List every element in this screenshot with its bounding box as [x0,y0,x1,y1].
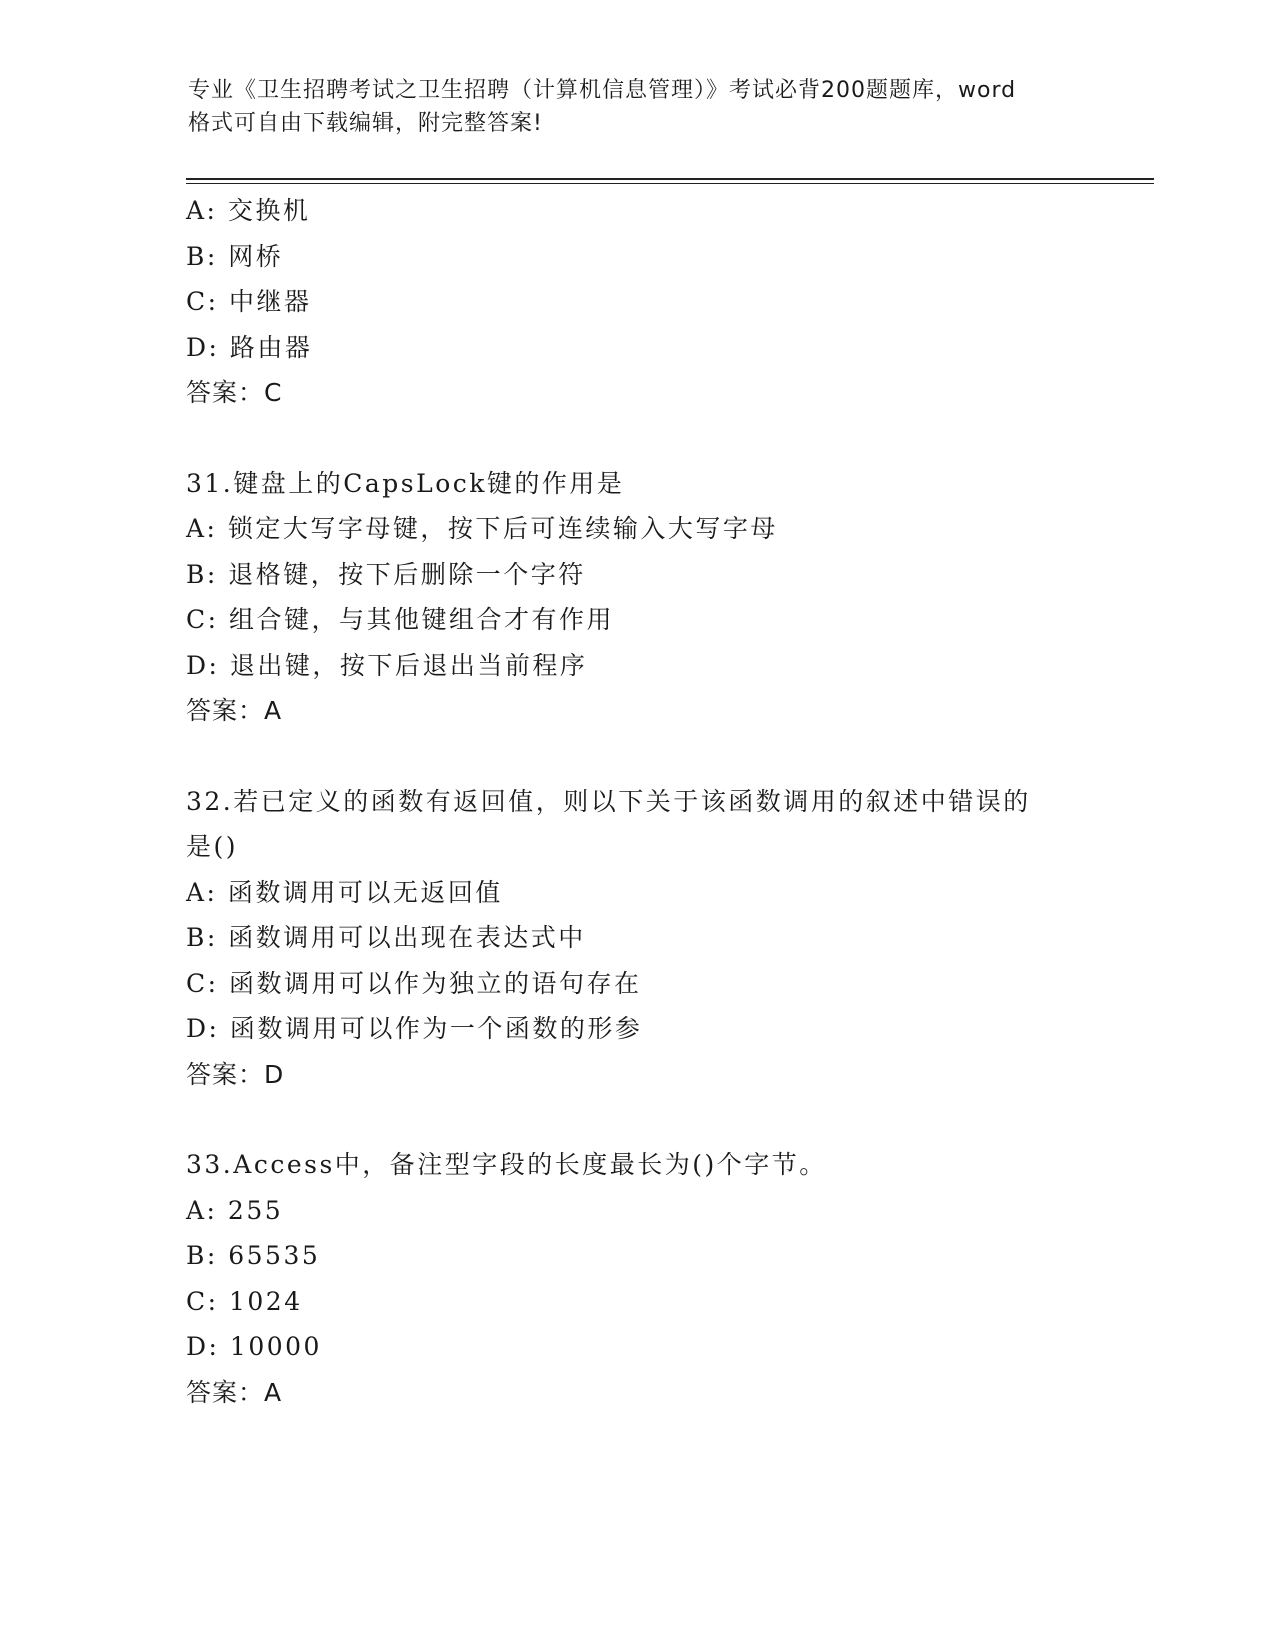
header-line-2: 格式可自由下载编辑，附完整答案! [188,111,543,136]
answer-line: 答案：D [186,1059,285,1089]
question-text-line-1: 32.若已定义的函数有返回值，则以下关于该函数调用的叙述中错误的 [186,786,1031,816]
option-b: B: 网桥 [186,241,284,271]
question-block-30 [186,188,1146,416]
option-c: C: 组合键，与其他键组合才有作用 [186,605,614,634]
option-d: D: 10000 [186,1332,322,1361]
question-text-line-2: 是() [186,832,239,861]
header-line-1: 专业《卫生招聘考试之卫生招聘（计算机信息管理）》考试必背200题题库，word [188,78,1017,103]
option-c: C: 中继器 [186,287,312,316]
option-a: A: 交换机 [186,196,311,225]
question-text: 33.Access中，备注型字段的长度最长为()个字节。 [186,1150,827,1179]
option-b: B: 65535 [186,1241,321,1270]
option-a: A: 255 [186,1195,284,1225]
option-b: B: 函数调用可以出现在表达式中 [186,923,586,952]
option-d: D: 退出键，按下后退出当前程序 [186,650,588,680]
answer-line: 答案：A [186,1377,283,1407]
option-b: B: 退格键，按下后删除一个字符 [186,559,586,589]
answer-line: 答案：A [186,696,283,725]
answer-line: 答案：C [186,378,283,407]
spacer [186,1097,1146,1142]
question-list [186,188,1146,1415]
option-d: D: 路由器 [186,332,313,362]
header-divider [186,178,1154,184]
question-text: 31.键盘上的CapsLock键的作用是 [186,468,625,498]
option-a: A: 锁定大写字母键，按下后可连续输入大写字母 [186,514,778,543]
question-block-33 [186,1142,1146,1415]
option-d: D: 函数调用可以作为一个函数的形参 [186,1014,643,1043]
document-header [188,74,1088,140]
spacer [186,416,1146,461]
option-c: C: 1024 [186,1286,303,1316]
question-block-31 [186,461,1146,734]
option-c: C: 函数调用可以作为独立的语句存在 [186,968,642,998]
question-block-32 [186,779,1146,1098]
spacer [186,734,1146,779]
option-a: A: 函数调用可以无返回值 [186,877,503,907]
